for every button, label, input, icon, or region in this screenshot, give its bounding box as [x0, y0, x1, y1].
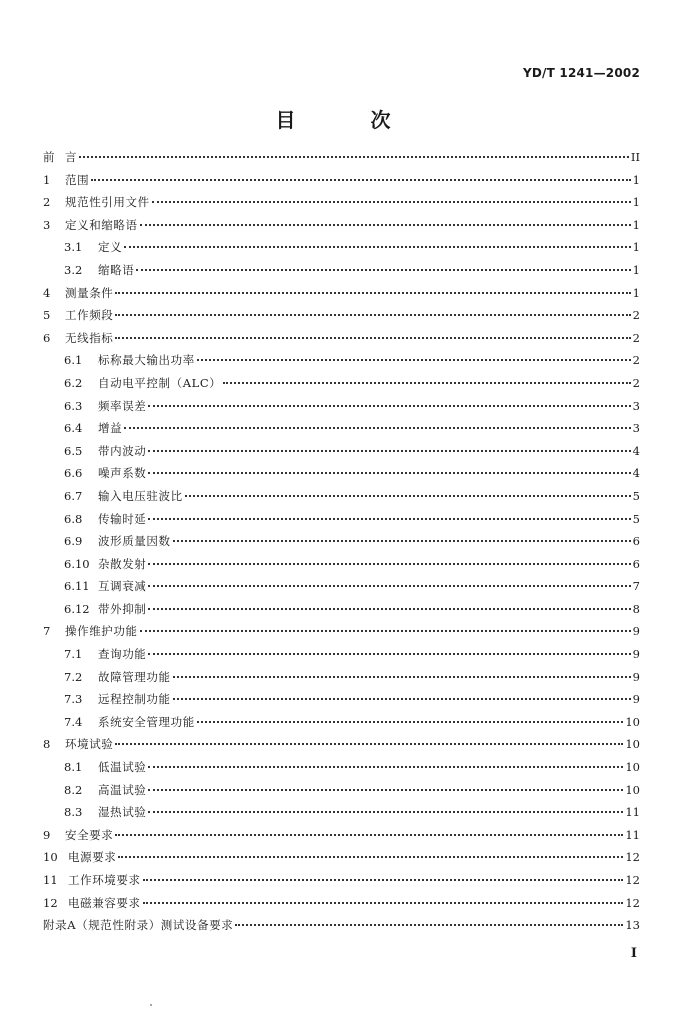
toc-entry-number: 8 [43, 737, 51, 752]
toc-entry-title: 言 [65, 150, 78, 164]
toc-entry-title: 互调衰减 [98, 579, 147, 594]
toc-entry[interactable] [43, 508, 640, 531]
toc-entry[interactable] [43, 892, 640, 915]
toc-entry[interactable] [43, 440, 640, 463]
toc-entry[interactable] [43, 191, 640, 214]
toc-entry-number: 6.12 [64, 601, 90, 616]
toc-entry[interactable] [43, 711, 640, 734]
toc-entry-page: 9 [632, 669, 640, 684]
toc-entry[interactable] [43, 417, 640, 440]
toc-dot-leader [118, 852, 623, 858]
toc-entry[interactable] [43, 327, 640, 350]
toc-entry-title: 带内波动 [98, 443, 147, 458]
toc-entry-number: 7.3 [64, 692, 83, 707]
toc-dot-leader [173, 672, 631, 678]
toc-dot-leader [148, 762, 623, 768]
toc-dot-leader [148, 401, 630, 407]
toc-entry-title: 自动电平控制（ALC） [98, 375, 222, 390]
toc-entry-page: 9 [632, 647, 640, 662]
toc-entry-title: 规范性引用文件 [65, 195, 150, 210]
page-title: 目 次 [275, 108, 425, 132]
toc-dot-leader [148, 807, 623, 813]
toc-entry-page: 6 [632, 556, 640, 571]
toc-entry-title: 高温试验 [98, 782, 147, 797]
toc-entry[interactable] [43, 462, 640, 485]
toc-entry[interactable] [43, 756, 640, 779]
toc-dot-leader [148, 649, 630, 655]
toc-entry-title: 环境试验 [65, 737, 114, 752]
toc-entry-number: 6.9 [64, 534, 83, 549]
toc-entry-number: 3.2 [64, 262, 83, 277]
toc-dot-leader [143, 875, 624, 881]
toc-entry-number: 11 [43, 873, 58, 887]
toc-entry[interactable] [43, 530, 640, 553]
toc-entry-title: 故障管理功能 [98, 669, 171, 684]
toc-entry[interactable] [43, 553, 640, 576]
toc-entry[interactable] [43, 395, 640, 418]
toc-entry-number: 6.7 [64, 488, 83, 503]
toc-entry-title: 范围 [65, 172, 90, 187]
toc-entry[interactable] [43, 643, 640, 666]
toc-dot-leader [148, 581, 630, 587]
toc-entry-title: 系统安全管理功能 [98, 714, 195, 729]
toc-entry[interactable] [43, 485, 640, 508]
toc-entry-title: 定义和缩略语 [65, 217, 138, 232]
document-code: YD/T 1241—2002 [523, 66, 640, 80]
toc-dot-leader [173, 536, 631, 542]
toc-dot-leader [152, 197, 631, 203]
toc-entry[interactable] [43, 801, 640, 824]
toc-entry-page: 1 [632, 217, 640, 232]
toc-entry[interactable] [43, 304, 640, 327]
toc-dot-leader [185, 491, 631, 497]
toc-entry-number: 6 [43, 330, 51, 345]
toc-entry-number: 6.3 [64, 398, 83, 413]
toc-entry-number: 6.4 [64, 421, 83, 436]
toc-entry-page: 5 [632, 488, 640, 503]
toc-entry[interactable] [43, 846, 640, 869]
toc-entry-page: 11 [625, 805, 640, 820]
toc-entry-title: 附录A（规范性附录）测试设备要求 [43, 918, 234, 933]
toc-entry-page: 10 [625, 737, 640, 752]
toc-entry-number: 10 [43, 850, 58, 865]
toc-entry-title: 安全要求 [65, 827, 114, 842]
toc-dot-leader [197, 355, 631, 361]
toc-entry[interactable] [43, 214, 640, 237]
toc-entry-page: 10 [625, 782, 640, 797]
toc-dot-leader [79, 152, 629, 158]
toc-entry-title: 远程控制功能 [98, 692, 171, 707]
toc-entry-page: II [630, 150, 640, 164]
toc-entry-number: 5 [43, 308, 51, 323]
toc-dot-leader [115, 830, 623, 836]
toc-entry-title: 工作频段 [65, 308, 114, 323]
toc-entry-page: 4 [632, 466, 640, 481]
toc-dot-leader [148, 514, 630, 520]
toc-entry-page: 8 [632, 601, 640, 616]
toc-entry-page: 10 [625, 760, 640, 775]
toc-entry-title: 缩略语 [98, 262, 135, 277]
toc-entry-title: 噪声系数 [98, 466, 147, 481]
toc-entry[interactable] [43, 598, 640, 621]
toc-entry-number: 6.2 [64, 375, 83, 390]
toc-entry[interactable] [43, 620, 640, 643]
toc-entry-page: 9 [632, 624, 640, 639]
toc-entry[interactable] [43, 914, 640, 937]
toc-entry-page: 12 [625, 850, 640, 865]
toc-entry[interactable] [43, 236, 640, 259]
toc-entry-number: 7 [43, 624, 51, 639]
toc-entry-title: 输入电压驻波比 [98, 488, 183, 503]
toc-entry-title: 湿热试验 [98, 805, 147, 820]
toc-entry-page: 1 [632, 240, 640, 255]
scan-speck [150, 1004, 152, 1006]
toc-entry-title: 操作维护功能 [65, 624, 138, 639]
table-of-contents [43, 146, 640, 937]
toc-entry-title: 波形质量因数 [98, 534, 171, 549]
toc-dot-leader [148, 446, 630, 452]
toc-entry-number: 2 [43, 195, 51, 210]
toc-entry-number: 9 [43, 827, 51, 842]
toc-entry-number: 1 [43, 172, 51, 187]
toc-dot-leader [124, 423, 630, 429]
toc-dot-leader [136, 265, 630, 271]
toc-entry-title: 带外抑制 [98, 601, 147, 616]
toc-dot-leader [115, 310, 630, 316]
toc-dot-leader [91, 175, 630, 181]
toc-entry-title: 无线指标 [65, 330, 114, 345]
toc-dot-leader [140, 626, 631, 632]
toc-entry-page: 1 [632, 172, 640, 187]
toc-entry-number: 6.6 [64, 466, 83, 481]
toc-dot-leader [148, 468, 630, 474]
toc-entry-page: 3 [632, 421, 640, 436]
toc-entry-page: 13 [625, 918, 640, 933]
toc-entry-page: 12 [625, 873, 640, 887]
toc-entry-page: 1 [632, 285, 640, 300]
toc-entry[interactable] [43, 146, 640, 169]
toc-entry[interactable] [43, 666, 640, 689]
toc-entry-number: 4 [43, 285, 51, 300]
toc-entry-title: 电磁兼容要求 [68, 895, 141, 910]
toc-entry-number: 3 [43, 217, 51, 232]
toc-dot-leader [235, 920, 623, 926]
toc-entry[interactable] [43, 733, 640, 756]
toc-entry-number: 6.8 [64, 511, 83, 526]
toc-entry-page: 3 [632, 398, 640, 413]
toc-entry-page: 12 [625, 895, 640, 910]
toc-entry-page: 4 [632, 443, 640, 458]
toc-entry-title: 传输时延 [98, 511, 147, 526]
toc-entry-page: 1 [632, 195, 640, 210]
toc-entry-number: 6.5 [64, 443, 83, 458]
toc-dot-leader [173, 694, 631, 700]
toc-dot-leader [197, 717, 624, 723]
toc-entry-title: 低温试验 [98, 760, 147, 775]
toc-entry-number: 7.4 [64, 714, 83, 729]
toc-entry-number: 6.11 [64, 579, 90, 594]
toc-entry-page: 6 [632, 534, 640, 549]
toc-entry-page: 7 [632, 579, 640, 594]
toc-dot-leader [148, 559, 630, 565]
toc-entry-page: 10 [625, 714, 640, 729]
page-number: I [630, 946, 637, 961]
toc-entry-title: 定义 [98, 240, 123, 255]
toc-entry-number: 7.1 [64, 647, 83, 662]
toc-entry[interactable] [43, 282, 640, 305]
toc-entry-page: 11 [625, 827, 640, 842]
toc-entry-number: 6.1 [64, 353, 83, 368]
toc-entry-title: 频率误差 [98, 398, 147, 413]
toc-dot-leader [148, 785, 623, 791]
toc-entry-title: 标称最大输出功率 [98, 353, 195, 368]
toc-entry-page: 9 [632, 692, 640, 707]
toc-entry-page: 2 [632, 308, 640, 323]
toc-dot-leader [148, 604, 630, 610]
toc-entry-page: 2 [632, 330, 640, 345]
toc-entry[interactable] [43, 259, 640, 282]
toc-entry[interactable] [43, 688, 640, 711]
toc-entry-page: 2 [632, 375, 640, 390]
toc-entry-title: 测量条件 [65, 285, 114, 300]
toc-entry-page: 5 [632, 511, 640, 526]
toc-entry-number: 8.3 [64, 805, 83, 820]
toc-entry[interactable] [43, 349, 640, 372]
toc-entry-number: 3.1 [64, 240, 83, 255]
toc-entry-number: 前 [43, 150, 55, 164]
toc-dot-leader [140, 220, 631, 226]
toc-entry[interactable] [43, 372, 640, 395]
toc-entry-title: 杂散发射 [98, 556, 147, 571]
toc-entry-number: 7.2 [64, 669, 83, 684]
toc-entry-number: 12 [43, 895, 58, 910]
toc-entry[interactable] [43, 869, 640, 892]
toc-entry-page: 1 [632, 262, 640, 277]
toc-entry-number: 8.1 [64, 760, 83, 775]
toc-dot-leader [143, 898, 624, 904]
toc-entry[interactable] [43, 779, 640, 802]
toc-dot-leader [115, 333, 630, 339]
toc-dot-leader [115, 739, 623, 745]
toc-entry-number: 8.2 [64, 782, 83, 797]
toc-entry-title: 查询功能 [98, 647, 147, 662]
toc-entry-title: 电源要求 [68, 850, 117, 865]
toc-dot-leader [223, 378, 630, 384]
toc-entry-page: 2 [632, 353, 640, 368]
toc-entry[interactable] [43, 169, 640, 192]
toc-entry-title: 增益 [98, 421, 123, 436]
toc-dot-leader [115, 288, 630, 294]
toc-dot-leader [124, 242, 630, 248]
toc-entry[interactable] [43, 824, 640, 847]
toc-entry[interactable] [43, 575, 640, 598]
toc-entry-number: 6.10 [64, 556, 90, 571]
toc-entry-title: 工作环境要求 [68, 873, 141, 887]
